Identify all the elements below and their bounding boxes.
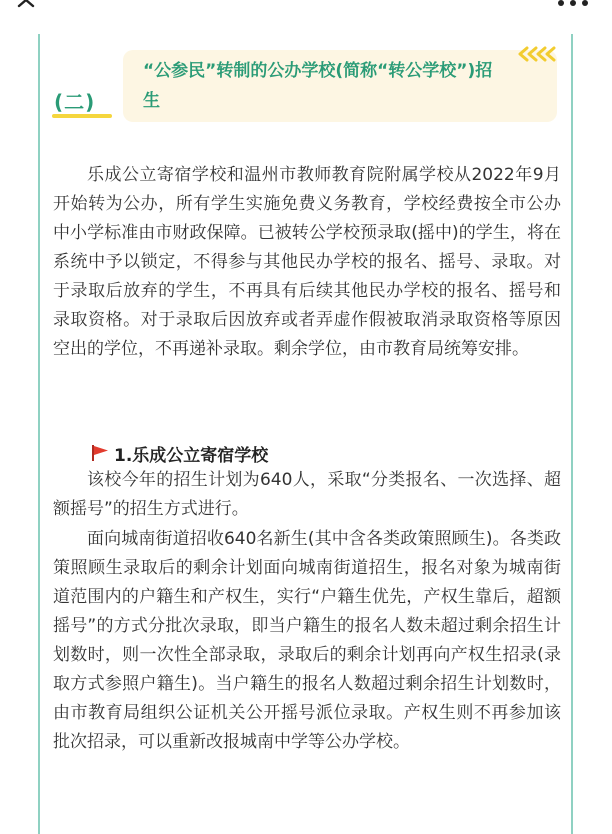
more-icon[interactable] (556, 0, 590, 8)
section-title-box (123, 50, 557, 122)
frame-right-border (571, 34, 573, 834)
section-underline (52, 114, 112, 118)
chengnan-paragraph: 面向城南街道招收640名新生(其中含各类政策照顾生)。各类政策照顾生录取后的剩余计划面向城南街道招生，报名对象为城南街道范围内的户籍生和产权生，实行“户籍生优先，产权生靠后，超额摇号”的方式分批次录取，即当户籍生的报名人数未超过剩余招生计划数时，则一次性全部录取，录取后的剩余计划再向产权生招录(录取方式参照户籍生)。当户籍生的报名人数超过剩余招生计划数时，由市教育局组织公证机关公开摇号派位录取。产权生则不再参加该批次招录，可以重新改报城南中学等公办学校。 (53, 529, 561, 752)
chevrons-left-icon (517, 46, 557, 62)
intro-paragraph: 乐成公立寄宿学校和温州市教师教育院附属学校从2022年9月开始转为公办，所有学生实施免费义务教育，学校经费按全市公办中小学标准由市财政保障。已被转公学校预录取(摇中)的学生，将在系统中予以锁定，不得参与其他民办学校的报名、摇号、录取。对于录取后放弃的学生，不再具有后续其他民办学校的报名、摇号和录取资格。对于录取后因放弃或者弄虚作假被取消录取资格等原因空出的学位，不再递补录取。剩余学位，由市教育局统筹安排。 (53, 165, 561, 359)
subheading-text: 1.乐成公立寄宿学校 (114, 445, 269, 466)
close-icon[interactable] (14, 0, 42, 16)
school-subheading (90, 441, 268, 465)
frame-left-border (38, 34, 40, 834)
section-title: “公参民”转制的公办学校(简称“转公学校”)招生 (143, 61, 493, 111)
top-bar (0, 0, 612, 28)
red-flag-icon (90, 444, 110, 462)
section-number: (二) (54, 90, 96, 114)
article-page (0, 28, 612, 832)
school-plan-paragraph: 该校今年的招生计划为640人，采取“分类报名、一次选择、超额摇号”的招生方式进行。 (53, 470, 561, 519)
section-header (52, 50, 562, 122)
